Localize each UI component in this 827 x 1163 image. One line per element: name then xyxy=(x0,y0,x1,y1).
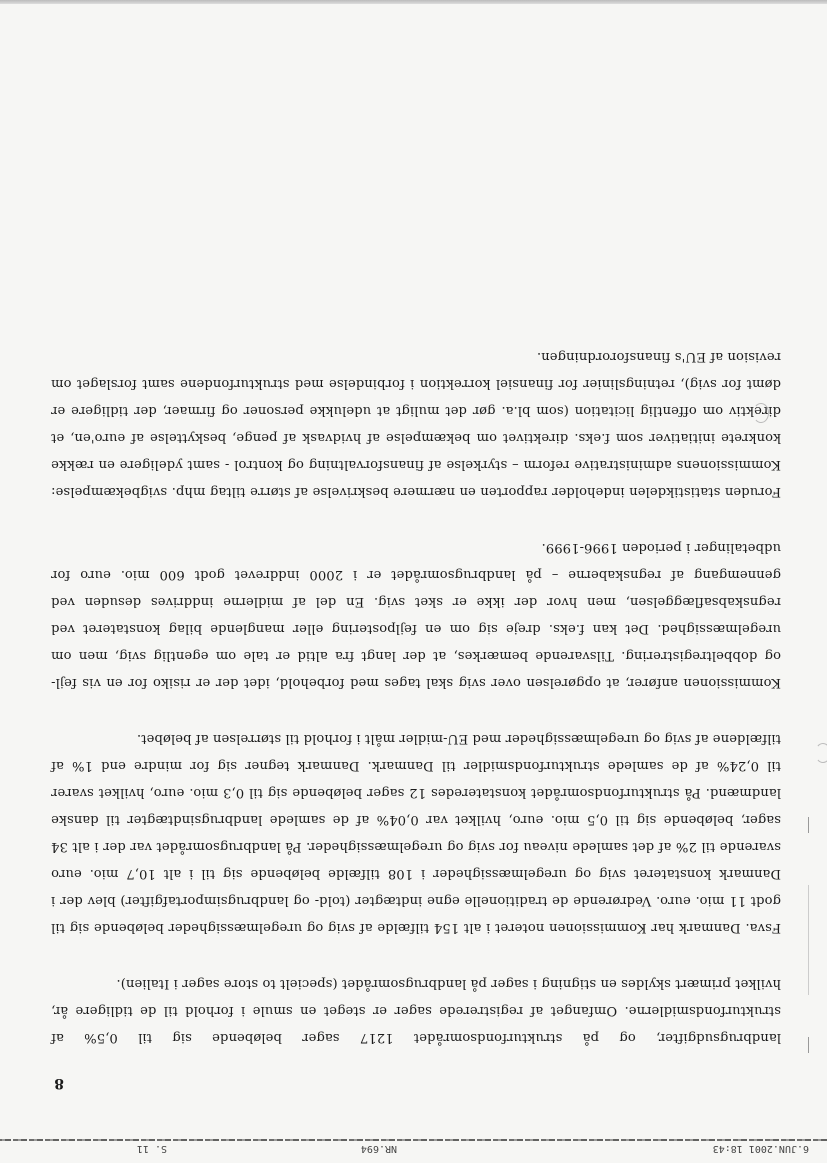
scan-edge-mark xyxy=(808,817,809,833)
fax-header-rule xyxy=(0,1139,827,1141)
punch-hole-mark xyxy=(815,743,827,763)
paragraph-4: Foruden statistikdelen indeholder rapporten en nærmere beskrivelse af større tiltag mhp. svigbekæmpelse: Kommissionens administrative reform – styrkelse af finansforvaltning og kontrol - samt ydeligere en række konkrete initiativer som f.eks. direktivet om bekæmpelse af hvidvask af penge, beskyttelse af euro'en, et direktiv om offentlig licitation (som bl.a. gør det muligt at udelukke personer og firmaer, der tidligere er dømt for svig), retningslinier for finansiel korrektion i forbindelse med strukturfondene samt forslaget om revision af EU's finansforordningen. xyxy=(51,349,781,499)
fax-page: S. 11 xyxy=(136,1143,167,1154)
body-text xyxy=(51,314,781,1051)
fax-date: 6.JUN.2001 18:43 xyxy=(712,1143,809,1154)
fax-number: NR.694 xyxy=(360,1143,397,1154)
paragraph-2: Fsva. Danmark har Kommissionen noteret i alt 154 tilfælde af svig og uregelmæssigheder beløbende sig til godt 11 mio. euro. Vedrørende de traditionelle egne indtægter (told- og landbrugsimportafgifter) blev der i Danmark konstateret svig og uregelmæssigheder i 108 tilfælde beløbende sig til i alt 10,7 mio. euro svarende til 2% af det samlede niveau for svig og uregelmæssigheder. På landbrugsområdet var der i alt 34 sager, beløbende sig til 0,5 mio. euro, hvilket var 0,04% af de samlede landbrugsindtægter til danske landmænd. På strukturfondsområdet konstateredes 12 sager beløbende sig til 0,3 mio. euro, hvilket svarer til 0,24% af de samlede strukturfondsmidler til Danmark. Danmark tegner sig for mindre end 1% af tilfældene af svig og uregelmæssigheder med EU-midler målt i forhold til størrelsen af beløbet. xyxy=(51,731,781,935)
paragraph-3: Kommissionen anfører, at opgørelsen over svig skal tages med forbehold, idet der er risiko for en vis fejl- og dobbeltregistrering. Tilsvarende bemærkes, at der langt fra altid er tale om egentlig svig, men om uregelmæssighed. Det kan f.eks. dreje sig om en fejlpostering eller manglende bilag konstateret ved regnskabsaflæggelsen, men hvor der ikke er sket svig. En del af midlerne inddrives desuden ved gennemgang af regnskaberne – på landbrugsområdet er i 2000 inddrevet godt 600 mio. euro for udbetalinger i perioden 1996-1999. xyxy=(51,540,781,690)
page-number: 8 xyxy=(54,1075,64,1091)
fax-header xyxy=(0,1139,827,1157)
paragraph-1: landbrugsudgifter, og på strukturfondsområdet 1217 sager beløbende sig til 0,5% af strukturfondsmidlerne. Omfanget af registrerede sager er steget en smule i forhold til de tidligere år, hvilket primært skyldes en stigning i sager på landbrugsområdet (specielt to store sager i Italien). xyxy=(51,976,781,1045)
scan-edge-mark xyxy=(808,1037,809,1053)
scan-edge-mark xyxy=(808,885,809,995)
scan-edge xyxy=(0,0,827,4)
punch-hole-mark xyxy=(753,403,769,423)
